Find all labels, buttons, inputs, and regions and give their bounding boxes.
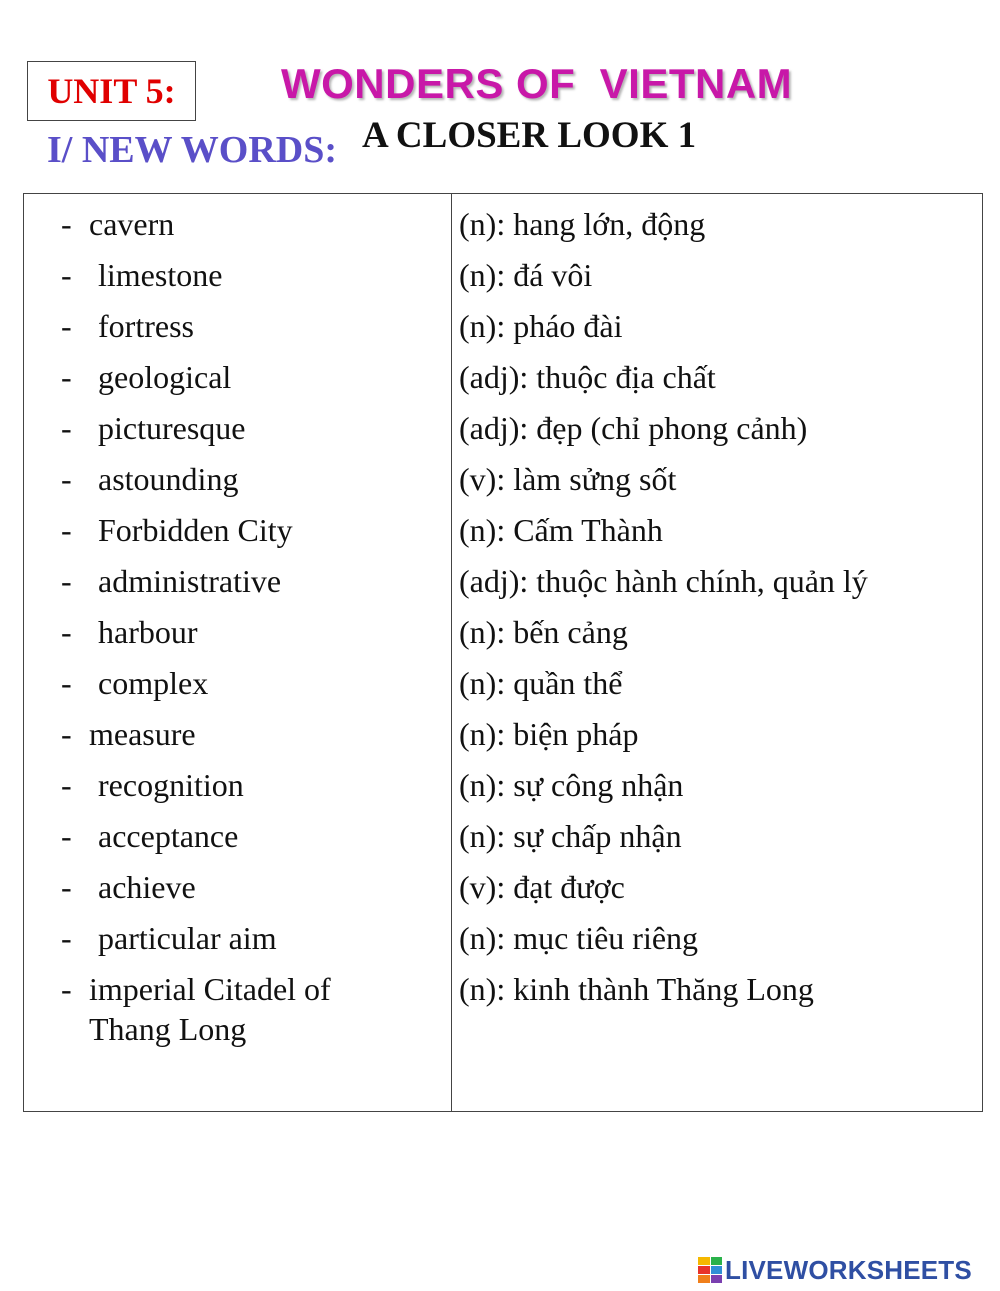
- vocab-row: [24, 204, 982, 248]
- vocab-word: imperial Citadel of Thang Long: [89, 971, 331, 1047]
- lesson-title: A CLOSER LOOK 1: [362, 115, 697, 156]
- unit-label-box: [27, 61, 196, 121]
- bullet-dash: -: [61, 716, 72, 752]
- vocab-row: [24, 408, 982, 452]
- liveworksheets-logo-icon: [698, 1257, 722, 1283]
- bullet-dash: -: [61, 818, 72, 854]
- logo-square: [698, 1275, 710, 1283]
- bullet-dash: -: [61, 614, 72, 650]
- vocab-word: Forbidden City: [98, 512, 293, 548]
- vocab-row: [24, 357, 982, 401]
- bullet-dash: -: [61, 206, 72, 242]
- vocab-meaning: (adj): đẹp (chỉ phong cảnh): [459, 410, 808, 446]
- unit-label: UNIT 5:: [47, 71, 176, 111]
- vocab-meaning: (n): bến cảng: [459, 614, 628, 650]
- section-heading: I/ NEW WORDS:: [47, 129, 337, 171]
- vocab-word: acceptance: [98, 818, 239, 854]
- vocab-meaning: (adj): thuộc địa chất: [459, 359, 716, 395]
- vocab-meaning: (n): đá vôi: [459, 257, 593, 293]
- vocab-row: [24, 561, 982, 605]
- vocab-meaning: (n): pháo đài: [459, 308, 623, 344]
- bullet-dash: -: [61, 971, 72, 1007]
- vocab-meaning: (n): kinh thành Thăng Long: [459, 971, 814, 1007]
- vocab-row: [24, 663, 982, 707]
- bullet-dash: -: [61, 920, 72, 956]
- vocab-word: cavern: [89, 206, 175, 242]
- vocab-word: harbour: [98, 614, 198, 650]
- vocab-meaning: (n): Cấm Thành: [459, 512, 663, 548]
- bullet-dash: -: [61, 410, 72, 446]
- vocab-meaning: (n): sự chấp nhận: [459, 818, 682, 854]
- vocab-word: fortress: [98, 308, 194, 344]
- page-title: WONDERS OF VIETNAM: [281, 60, 793, 107]
- vocab-row: [24, 918, 982, 962]
- vocab-meaning: (n): sự công nhận: [459, 767, 684, 803]
- bullet-dash: -: [61, 308, 72, 344]
- vocab-row: [24, 816, 982, 860]
- bullet-dash: -: [61, 512, 72, 548]
- vocab-word: measure: [89, 716, 196, 752]
- vocab-meaning: (n): biện pháp: [459, 716, 639, 752]
- vocab-word: complex: [98, 665, 209, 701]
- vocab-word: limestone: [98, 257, 223, 293]
- vocab-row: [24, 714, 982, 758]
- bullet-dash: -: [61, 563, 72, 599]
- vocab-row: [24, 306, 982, 350]
- vocab-word: achieve: [98, 869, 196, 905]
- logo-square: [698, 1257, 710, 1265]
- logo-square: [711, 1275, 723, 1283]
- vocab-row: [24, 765, 982, 809]
- vocab-row: [24, 255, 982, 299]
- vocab-meaning: (adj): thuộc hành chính, quản lý: [459, 563, 868, 599]
- bullet-dash: -: [61, 665, 72, 701]
- vocab-row: [24, 969, 982, 1047]
- logo-square: [711, 1266, 723, 1274]
- vocab-meaning: (n): hang lớn, động: [459, 206, 706, 242]
- vocab-word: administrative: [98, 563, 282, 599]
- vocab-row: [24, 510, 982, 554]
- vocab-word: picturesque: [98, 410, 246, 446]
- bullet-dash: -: [61, 359, 72, 395]
- vocab-row: [24, 459, 982, 503]
- vocab-word: particular aim: [98, 920, 277, 956]
- brand-name: LIVEWORKSHEETS: [725, 1254, 972, 1285]
- logo-square: [698, 1266, 710, 1274]
- branding: [698, 1254, 972, 1286]
- bullet-dash: -: [61, 869, 72, 905]
- vocab-word: recognition: [98, 767, 244, 803]
- vocab-meaning: (n): mục tiêu riêng: [459, 920, 699, 956]
- vocab-meaning: (v): làm sửng sốt: [459, 461, 677, 497]
- vocab-meaning: (n): quần thể: [459, 665, 623, 701]
- bullet-dash: -: [61, 257, 72, 293]
- logo-square: [711, 1257, 723, 1265]
- bullet-dash: -: [61, 461, 72, 497]
- vocab-word: astounding: [98, 461, 239, 497]
- vocab-row: [24, 867, 982, 911]
- vocab-meaning: (v): đạt được: [459, 869, 625, 905]
- bullet-dash: -: [61, 767, 72, 803]
- vocab-word: geological: [98, 359, 232, 395]
- vocab-row: [24, 612, 982, 656]
- vocabulary-table: [23, 193, 983, 1112]
